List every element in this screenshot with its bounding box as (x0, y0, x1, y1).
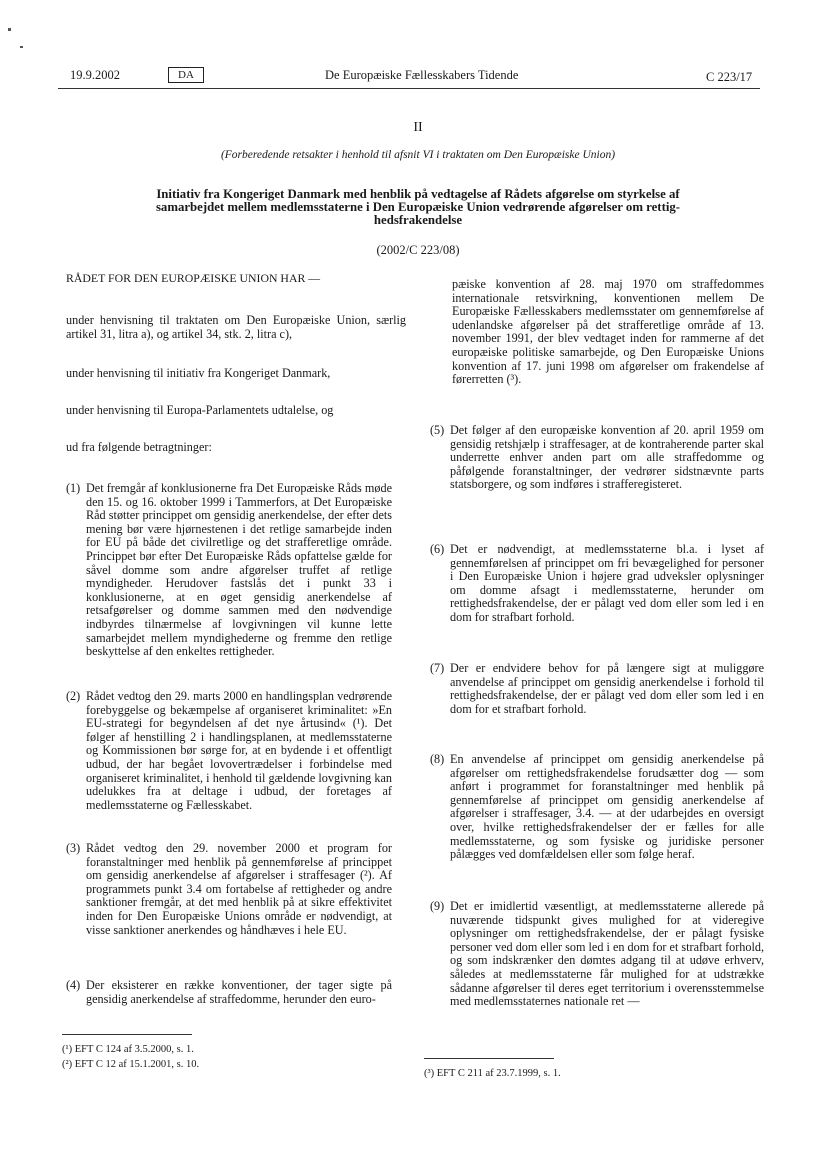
document-title (110, 188, 726, 227)
title-line: samarbejdet mellem medlemsstaterne i Den Europæiske Union vedrørende afgørelser om rettig- (155, 200, 681, 214)
recital-number: (8) (430, 752, 445, 766)
footnote-rule (62, 1034, 192, 1035)
recital-8 (430, 753, 764, 862)
recital-number: (2) (66, 689, 81, 703)
recital-number: (9) (430, 899, 445, 913)
section-subtitle: (Forberedende retsakter i henhold til afsnit VI i traktaten om Den Europæiske Union) (220, 149, 616, 161)
recital-2 (66, 690, 392, 812)
title-line: Initiativ fra Kongeriget Danmark med henblik på vedtagelse af Rådets afgørelse om styrkelse af (156, 187, 680, 201)
citation: under henvisning til Europa-Parlamentets udtalelse, og (66, 403, 334, 417)
recital-text: Det følger af den europæiske konvention af 20. april 1959 om gensidig retshjælp i straffesager, at de kontraherende parter skal underrette enhver anden part om alle straffedomme og påfølgende foranstaltninger, der vedrører sidstnævnte parts statsborgere, og som indføres i strafferegisteret. (450, 423, 764, 492)
recital-number: (5) (430, 423, 445, 437)
document-reference: (2002/C 223/08) (376, 243, 460, 257)
footnotes-right (424, 1066, 754, 1081)
scan-mark (8, 28, 11, 31)
recital-3 (66, 842, 392, 937)
journal-title: De Europæiske Fællesskabers Tidende (325, 68, 519, 82)
recital-text: Det er imidlertid væsentligt, at medlemsstaterne allerede på nuværende tidspunkt gives mulighed for at videregive oplysninger om rettighedsfrakendelse, der er pålagt fysiske personer ved dom eller som led i en dom for et strafbart forhold, og som indskrænker den dømtes adgang til at udøve erhverv, således at medlemsstaterne får mulighed for at udstrække sådanne afgørelser til deres eget territorium i overensstemmelse med medlemsstaternes nationale ret — (450, 899, 764, 1009)
recital-text: En anvendelse af princippet om gensidig anerkendelse på afgørelser om rettighedsfrakendelse forudsætter dog — som anført i programmet for foranstaltninger med henblik på gennemførelse af princippet om gensidig anerkendelse af afgørelser i straffesager, 3.4. — at der udarbejdes en oversigt over, hvilke rettighedsfrakendelser der er fælles for alle medlemsstaterne, og som fysiske og juridiske personer pålægges ved domfældelsen eller som følge heraf. (450, 752, 764, 862)
council-intro: RÅDET FOR DEN EUROPÆISKE UNION HAR — (66, 271, 321, 285)
section-numeral: II (413, 120, 423, 135)
citation: ud fra følgende betragtninger: (66, 440, 212, 454)
recital-number: (3) (66, 841, 81, 855)
scan-mark (20, 46, 23, 48)
recital-text: Der er endvidere behov for på længere sigt at muliggøre anvendelse af princippet om gensidig anerkendelse i forhold til rettighedsfrakendelse, der er pålagt ved dom eller som led i en dom for et strafbart forhold. (450, 661, 764, 716)
recital-5 (430, 424, 764, 492)
header-rule (58, 88, 760, 89)
recital-9 (430, 900, 764, 1009)
recital-number: (1) (66, 481, 81, 495)
recital-number: (7) (430, 661, 445, 675)
footnote-rule (424, 1058, 554, 1059)
footnote: (³) EFT C 211 af 23.7.1999, s. 1. (424, 1068, 561, 1079)
recital-text: Rådet vedtog den 29. marts 2000 en handlingsplan vedrørende forebyggelse og bekæmpelse af organiseret kriminalitet: »En EU-strategi for begyndelsen af det nye årtusind« (¹). Det følger af henstilling 2 i handlingsplanen, at medlemsstaterne og Kommissionen bør sørge for, at en bydende i et offentligt udbud, der har begået lovovertrædelser i forbindelse med organiseret kriminalitet, i henhold til gældende lovgivning kan udelukkes fra at deltage i udbud, der foretages af medlemsstaterne og Fællesskabet. (86, 689, 392, 812)
page-reference: C 223/17 (706, 70, 753, 84)
footnote: (²) EFT C 12 af 15.1.2001, s. 10. (62, 1059, 200, 1070)
recital-6 (430, 543, 764, 625)
language-box: DA (168, 67, 204, 83)
recital-text: Der eksisterer en række konventioner, der tager sigte på gensidig anerkendelse af straffedomme, herunder den euro- (86, 978, 392, 1006)
citation: under henvisning til traktaten om Den Europæiske Union, særlig artikel 31, litra a), og artikel 34, stk. 2, litra c), (66, 313, 406, 341)
recital-1 (66, 482, 392, 659)
header-date: 19.9.2002 (70, 68, 120, 82)
recital-4 (66, 979, 392, 1006)
title-line: hedsfrakendelse (373, 213, 463, 227)
footnote: (¹) EFT C 124 af 3.5.2000, s. 1. (62, 1044, 194, 1055)
recital-number: (6) (430, 542, 445, 556)
recital-text: Det er nødvendigt, at medlemsstaterne bl.a. i lyset af gennemførelsen af princippet om fri bevægelighed for personer i Den Europæiske Union i højere grad udveksler oplysninger om domme afsagt i medlemsstaterne, herunder om rettighedsfrakendelse, der er pålagt ved dom eller som led i en dom for strafbart forhold. (450, 542, 764, 624)
recital-7 (430, 662, 764, 716)
recital-text: Det fremgår af konklusionerne fra Det Europæiske Råds møde den 15. og 16. oktober 1999 i Tammerfors, at Det Europæiske Råd støtter princippet om gensidig anerkendelse, der efter dets mening bør være hjørnestenen i det retlige samarbejde inden for EU på både det civilretlige og det strafferetlige område. Princippet bør efter Det Europæiske Råds opfattelse gælde for såvel domme som andre afgørelser truffet af retlige myndigheder. Herudover fastslås det i punkt 33 i konklusionerne, at en øget gensidig anerkendelse af retsafgørelser og domme sammen med den nødvendige indbyrdes tilnærmelse af lovgivningen vil kunne lette samarbejdet mellem myndighederne og fremme den retlige beskyttelse af den enkeltes rettigheder. (86, 481, 392, 659)
recital-number: (4) (66, 978, 81, 992)
recital-text: Rådet vedtog den 29. november 2000 et program for foranstaltninger med henblik på gennemførelse af princippet om gensidig anerkendelse af afgørelser i straffesager (²). Af programmets punkt 3.4 om fortabelse af rettigheder og andre sanktioner fremgår, at det med henblik på at sikre effektivitet inden for Den Europæiske Unions område er nødvendigt, at visse sanktioner anerkendes og håndhæves i hele EU. (86, 841, 392, 937)
recital-4-continued: pæiske konvention af 28. maj 1970 om straffedommes internationale retsvirkning, konventionen mellem De Europæiske Fællesskabers medlemsstater om gennemførelse af udenlandske afgørelser på det strafferetlige område af 13. november 1991, der blev vedtaget inden for rammerne af det europæiske politiske samarbejde, og Den Europæiske Unions konvention af 17. juni 1998 om afgørelser om frakendelse af førerretten (³). (452, 277, 764, 387)
footnotes-left (62, 1042, 392, 1072)
citation: under henvisning til initiativ fra Kongeriget Danmark, (66, 366, 331, 380)
